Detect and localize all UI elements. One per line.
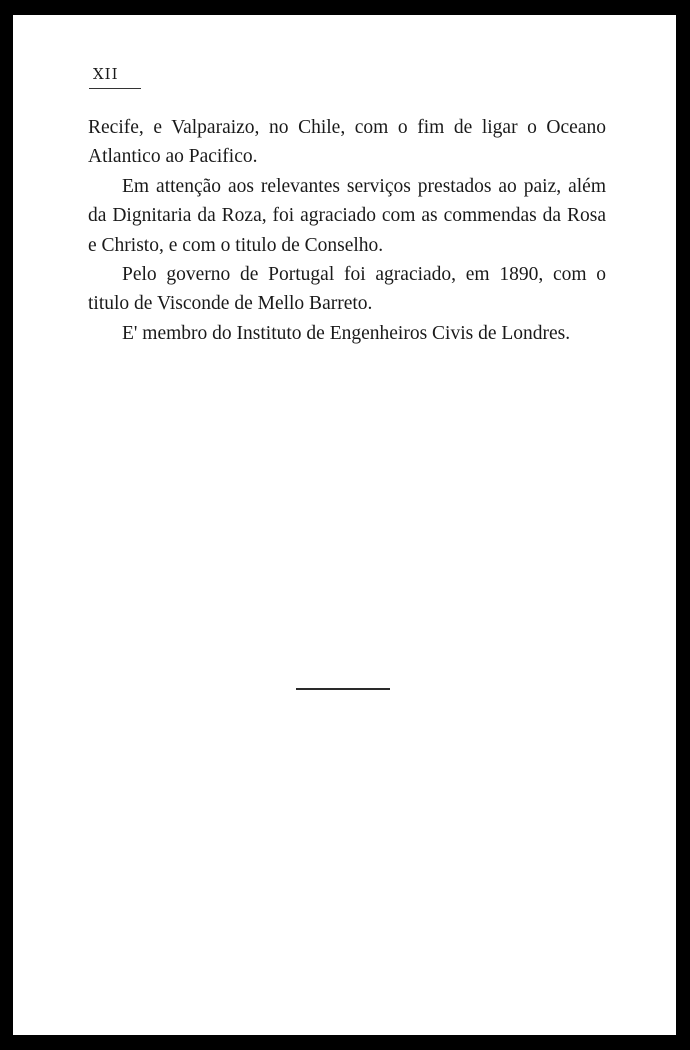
body-text	[88, 113, 606, 348]
paragraph-continuation: Recife, e Valparaizo, no Chile, com o fim de ligar o Oceano Atlantico ao Pacifico.	[88, 117, 606, 168]
section-end-rule	[296, 688, 390, 690]
paragraph-membership: E' membro do Instituto de Engenheiros Civis de Londres.	[122, 322, 571, 344]
paragraph-portugal: Pelo governo de Portugal foi agraciado, em 1890, com o titulo de Visconde de Mello Barreto.	[88, 264, 606, 315]
paragraph-honors: Em attenção aos relevantes serviços prestados ao paiz, além da Dignitaria da Roza, foi agraciado com as commendas da Rosa e Christo, e com o titulo de Conselho.	[88, 175, 606, 256]
page-number: XII	[93, 65, 119, 83]
page-number-underline	[89, 88, 141, 89]
book-page	[13, 15, 676, 1035]
